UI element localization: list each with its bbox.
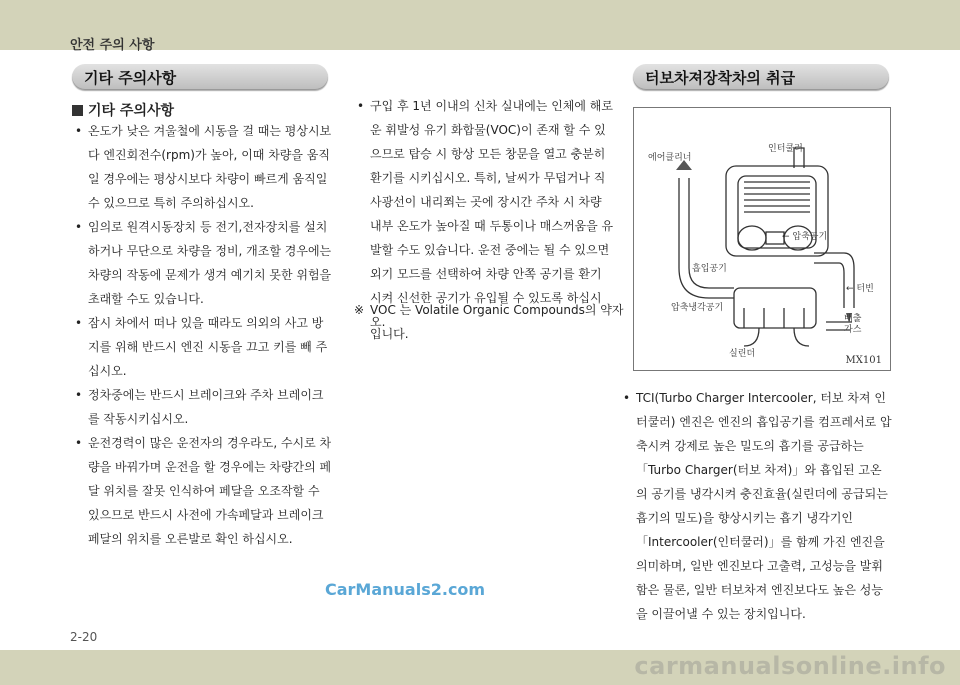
note-text: VOC 는 Volatile Organic Compounds의 약자입니다. bbox=[370, 303, 624, 341]
list-item: • 운전경력이 많은 운전자의 경우라도, 수시로 차량을 바꿔가며 운전을 할 경우에는 차량간의 페달 위치를 잘못 인식하여 페달을 오조작할 수 있으므로 반드시 사전에 가속페달과 브레이크 페달의 위치를 오른발로 확인 하십시오. bbox=[72, 431, 334, 551]
square-bullet-icon bbox=[72, 105, 83, 116]
list-item: • 정차중에는 반드시 브레이크와 주차 브레이크를 작동시키십시오. bbox=[72, 383, 334, 431]
note bbox=[354, 298, 632, 346]
turbocharger-diagram bbox=[633, 107, 891, 371]
compressed-cool-air-label: 압축냉각공기 bbox=[671, 303, 724, 313]
right-bullet-list bbox=[620, 386, 893, 626]
air-cleaner-label: 에어클리너 bbox=[648, 153, 692, 163]
list-item: • 임의로 원격시동장치 등 전기,전자장치를 설치하거나 무단으로 차량을 정비, 개조할 경우에는 차량의 작동에 문제가 생겨 예기치 못한 위험을 초래할 수도 있습니다. bbox=[72, 215, 334, 311]
section-title-right: 터보차져장착차의 취급 bbox=[645, 69, 796, 87]
sub-heading-text: 기타 주의사항 bbox=[88, 103, 175, 119]
section-title: 기타 주의사항 bbox=[84, 69, 177, 87]
list-item: • TCI(Turbo Charger Intercooler, 터보 차져 인터쿨러) 엔진은 엔진의 흡입공기를 컴프레서로 압축시켜 강제로 높은 밀도의 흡기를 공급하는 「Turbo Charger(터보 차져)」와 흡입된 고온의 공기를 냉각시켜 충진효율(실린더에 공급되는 흡기의 밀도)을 향상시키는 흡기 냉각기인 「Intercooler(인터쿨러)」를 함께 가진 엔진을 의미하며, 일반 엔진보다 고출력, 고성능을 발휘함은 물론, 일반 터보차져 엔진보다도 높은 성능을 이끌어낼 수 있는 장치입니다. bbox=[620, 386, 893, 626]
intake-air-label: 흡입공기 bbox=[692, 264, 727, 274]
list-item: • 온도가 낮은 겨울철에 시동을 걸 때는 평상시보다 엔진회전수(rpm)가 높아, 이때 차량을 움직일 경우에는 평상시보다 차량이 빠르게 움직일 수 있으므로 특히 주의하십시오. bbox=[72, 119, 334, 215]
section-title-pill-right bbox=[633, 64, 889, 90]
intercooler-label: 인터쿨러 bbox=[768, 144, 803, 154]
sub-heading bbox=[72, 100, 174, 120]
header-band bbox=[0, 0, 960, 53]
header-title: 안전 주의 사항 bbox=[70, 38, 155, 53]
list-item: • 구입 후 1년 이내의 신차 실내에는 인체에 해로운 휘발성 유기 화합물(VOC)이 존재 할 수 있으므로 탑승 시 항상 모든 창문을 열고 충분히 환기를 시키십시오. 특히, 날씨가 무덥거나 직사광선이 내리쬐는 곳에 장시간 주차 시 차량 내부 온도가 높아질 때 두통이나 매스꺼움을 유발할 수도 있습니다. 운전 중에는 될 수 있으면 외기 모드를 선택하여 차량 안쪽 공기를 환기 시켜 신선한 공기가 유입될 수 있도록 하십시오. bbox=[354, 94, 616, 334]
footer-band bbox=[0, 650, 960, 685]
list-item: • 잠시 차에서 떠나 있을 때라도 의외의 사고 방지를 위해 반드시 엔진 시동을 끄고 키를 빼 주십시오. bbox=[72, 311, 334, 383]
watermark: CarManuals2.com bbox=[325, 580, 486, 599]
section-title-pill bbox=[72, 64, 328, 90]
page-number: 2-20 bbox=[70, 630, 98, 644]
footer-brand: carmanualsonline.info bbox=[634, 652, 946, 680]
left-bullet-list bbox=[72, 119, 334, 551]
exhaust-gas-label-1: 배출 bbox=[844, 314, 862, 324]
figure-code: MX101 bbox=[845, 355, 882, 366]
compressed-air-label: ← 압축공기 bbox=[782, 232, 828, 242]
cylinder-label: 실린더 bbox=[729, 349, 756, 359]
exhaust-gas-label-2: 가스 bbox=[844, 325, 862, 335]
note-mark: ※ bbox=[354, 303, 365, 317]
turbine-label: ← 터빈 bbox=[846, 284, 874, 294]
